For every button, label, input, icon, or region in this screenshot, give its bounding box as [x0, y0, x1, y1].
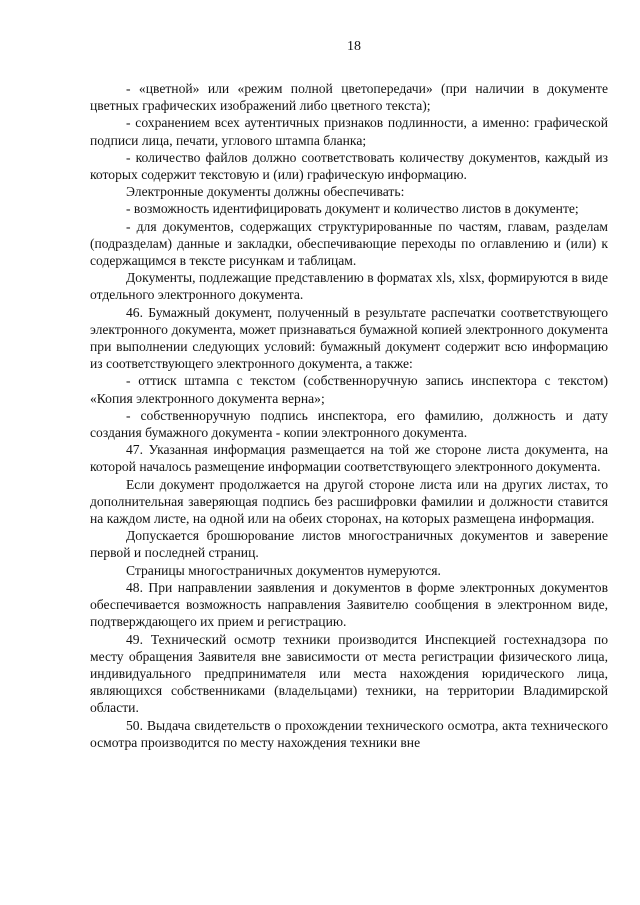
paragraph: Электронные документы должны обеспечивать: — [126, 184, 405, 200]
page-number: 18 — [347, 39, 361, 54]
paragraph: Если документ продолжается на другой стороне листа или на других листах, то дополнительная заверяющая подпись без расшифровки фамилии и должности ставится на каждом листе, на одной или на обеих сторонах, на которых размещена информация. — [90, 476, 608, 527]
paragraph: - сохранением всех аутентичных признаков подлинности, а именно: графической подписи лица, печати, углового штампа бланка; — [90, 115, 608, 148]
paragraph: Страницы многостраничных документов нумеруются. — [126, 562, 441, 578]
paragraph: - «цветной» или «режим полной цветопередачи» (при наличии в документе цветных графических изображений либо цветного текста); — [90, 81, 608, 114]
paragraph: - собственноручную подпись инспектора, его фамилию, должность и дату создания бумажного документа - копии электронного документа. — [90, 407, 608, 441]
paragraph: 47. Указанная информация размещается на той же стороне листа документа, на которой началось размещение информации соответствующего электронного документа. — [90, 442, 608, 475]
paragraph: 48. При направлении заявления и документов в форме электронных документов обеспечивается возможность направления Заявителю сообщения в электронном виде, подтверждающего их прием и регистрацию. — [90, 579, 608, 630]
paragraph: - для документов, содержащих структурированные по частям, главам, разделам (подразделам) данные и закладки, обеспечивающие переходы по оглавлению и (или) к содержащимся в тексте рисункам и таблицам. — [90, 218, 608, 269]
paragraph: - оттиск штампа с текстом (собственноручную запись инспектора с текстом) «Копия электронного документа верна»; — [90, 373, 608, 406]
paragraph: - количество файлов должно соответствовать количеству документов, каждый из которых содержит текстовую и (или) графическую информацию. — [90, 149, 608, 183]
paragraph: Допускается брошюрование листов многостраничных документов и заверение первой и последней страниц. — [90, 528, 608, 561]
paragraph: - возможность идентифицировать документ и количество листов в документе; — [126, 201, 579, 217]
paragraph: Документы, подлежащие представлению в форматах xls, xlsx, формируются в виде отдельного электронного документа. — [90, 270, 608, 303]
document-body — [90, 80, 608, 751]
paragraph: 49. Технический осмотр техники производится Инспекцией гостехнадзора по месту обращения Заявителя вне зависимости от места регистрации физического лица, индивидуального предпринимателя или места нахождения юридического лица, являющихся собственниками (владельцами) техники, на территории Владимирской области. — [90, 631, 608, 716]
paragraph: 50. Выдача свидетельств о прохождении технического осмотра, акта технического осмотра производится по месту нахождения техники вне — [90, 717, 608, 750]
paragraph: 46. Бумажный документ, полученный в результате распечатки соответствующего электронного документа, может признаваться бумажной копией электронного документа при выполнении следующих условий: бумажный документ содержит всю информацию из соответствующего электронного документа, а также: — [90, 304, 608, 372]
